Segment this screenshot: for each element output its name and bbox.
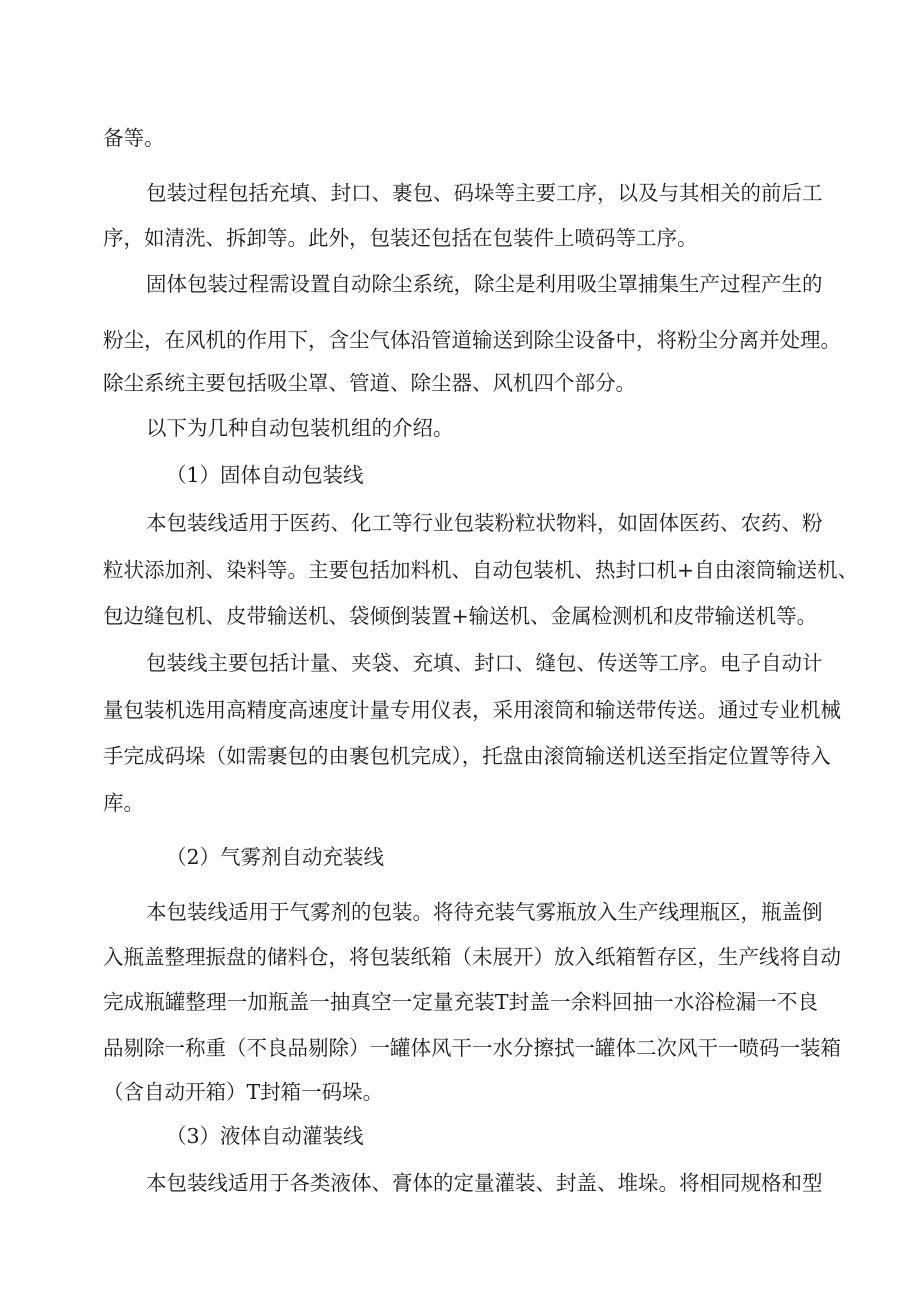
paragraph-line: 库。 [103, 791, 144, 815]
paragraph-line: 入瓶盖整理振盘的储料仓，将包装纸箱（未展开）放入纸箱暂存区，生产线将自动 [103, 945, 841, 969]
paragraph-line: 品剔除一称重（不良品剔除）一罐体风干一水分擦拭一罐体二次风干一喷码一装箱 [103, 1036, 841, 1060]
paragraph-line: 本包装线适用于各类液体、膏体的定量灌装、封盖、堆垛。将相同规格和型 [146, 1171, 823, 1195]
paragraph-line: 包装线主要包括计量、夹袋、充填、封口、缝包、传送等工序。电子自动计 [146, 651, 823, 675]
paragraph-line: 量包装机选用高精度高速度计量专用仪表，采用滚筒和输送带传送。通过专业机械 [103, 698, 841, 722]
paragraph-line: 备等。 [103, 126, 165, 150]
paragraph-line: 本包装线适用于气雾剂的包装。将待充装气雾瓶放入生产线理瓶区，瓶盖倒 [146, 900, 823, 924]
paragraph-line: 包边缝包机、皮带输送机、袋倾倒装置+输送机、金属检测机和皮带输送机等。 [103, 604, 818, 628]
paragraph-line: 手完成码垛（如需裹包的由裹包机完成），托盘由滚筒输送机送至指定位置等待入 [103, 744, 831, 768]
paragraph-line: 以下为几种自动包装机组的介绍。 [146, 416, 454, 440]
section-heading: （3）液体自动灌装线 [166, 1124, 364, 1148]
paragraph-line: 除尘系统主要包括吸尘罩、管道、除尘器、风机四个部分。 [103, 371, 636, 395]
section-heading: （2）气雾剂自动充装线 [166, 845, 385, 869]
paragraph-line: （含自动开箱）T封箱一码垛。 [103, 1080, 384, 1104]
paragraph-line: 固体包装过程需设置自动除尘系统，除尘是利用吸尘罩捕集生产过程产生的 [146, 272, 823, 296]
paragraph-line: 粒状添加剂、染料等。主要包括加料机、自动包装机、热封口机+自由滚筒输送机、 [103, 558, 859, 582]
section-heading: （1）固体自动包装线 [166, 463, 364, 487]
paragraph-line: 本包装线适用于医药、化工等行业包装粉粒状物料，如固体医药、农药、粉 [146, 511, 823, 535]
paragraph-line: 包装过程包括充填、封口、裹包、码垛等主要工序，以及与其相关的前后工 [146, 181, 823, 205]
paragraph-line: 完成瓶罐整理一加瓶盖一抽真空一定量充装T封盖一余料回抽一水浴检漏一不良 [103, 990, 818, 1014]
paragraph-line: 序，如清洗、拆卸等。此外，包装还包括在包装件上喷码等工序。 [103, 226, 698, 250]
paragraph-line: 粉尘，在风机的作用下，含尘气体沿管道输送到除尘设备中，将粉尘分离并处理。 [103, 328, 841, 352]
